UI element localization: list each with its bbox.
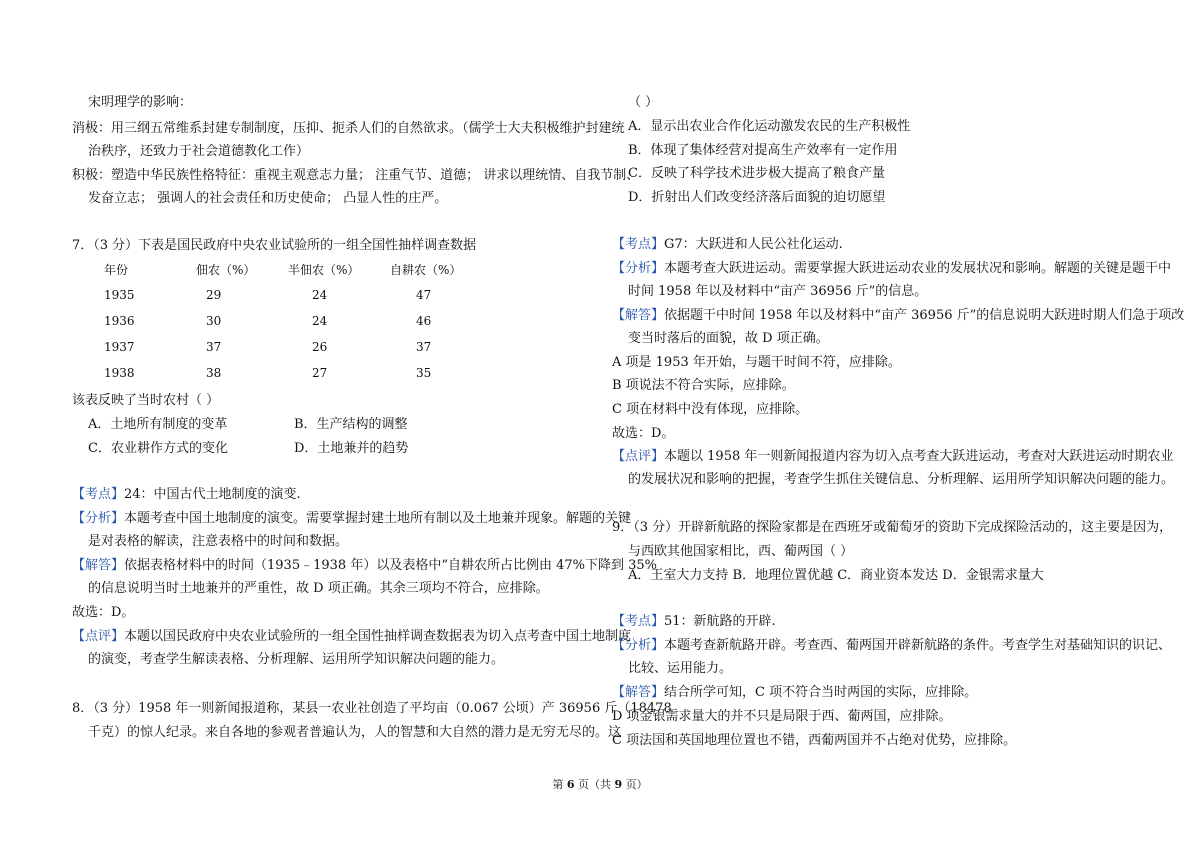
footer-suffix: 页）: [622, 778, 648, 791]
table-cell: 1938: [104, 366, 135, 380]
q7-kaodian: [72, 486, 301, 504]
q7-fenxi-line2: 是对表格的解读，注意表格中的时间和数据。: [88, 534, 349, 549]
q8-fenxi: [612, 260, 1171, 278]
q7-dianping-line2: 的演变，考查学生解读表格、分析理解、运用所学知识解决问题的能力。: [88, 652, 505, 667]
q8-stem-line1: 8．（3 分）1958 年一则新闻报道称，某县一农业社创造了平均亩（0.067 公顷）产 36956 斤（18478: [72, 701, 672, 716]
q7-dianping: [72, 628, 631, 646]
q9-exclude-d: D 项金银需求量大的并不只是局限于西、葡两国，应排除。: [612, 709, 952, 724]
table-header-cell: 年份: [104, 262, 129, 277]
q9-stem-line1: 9．（3 分）开辟新航路的探险家都是在西班牙或葡萄牙的资助下完成探险活动的，这主要是因为，: [612, 520, 1173, 535]
table-cell: 38: [206, 366, 222, 380]
table-row: [104, 334, 490, 360]
q9-options: A．王室大力支持 B．地理位置优越 C．商业资本发达 D．金银需求量大: [628, 568, 1044, 583]
table-cell: 46: [416, 314, 432, 328]
footer-middle: 页（共: [574, 778, 615, 791]
table-cell: 30: [206, 314, 222, 328]
jieda-tag: 【解答】: [72, 558, 125, 573]
q8-jieda-line2: 变当时落后的面貌，故 D 项正确。: [628, 331, 829, 346]
song-ming-positive-line2: 发奋立志； 强调人的社会责任和历史使命； 凸显人性的庄严。: [88, 191, 448, 206]
fenxi-text: 本题考查新航路开辟。考查西、葡两国开辟新航路的条件。考查学生对基础知识的识记、: [664, 638, 1172, 653]
kaodian-text: G7：大跃进和人民公社化运动.: [664, 237, 843, 252]
q8-stem-line2: 千克）的惊人纪录。来自各地的参观者普遍认为，人的智慧和大自然的潜力是无穷无尽的。这: [88, 725, 622, 740]
fenxi-tag: 【分析】: [72, 511, 125, 526]
dianping-text: 本题以国民政府中央农业试验所的一组全国性抽样调查数据表为切入点考查中国土地制度: [124, 629, 632, 644]
q8-paren: （ ）: [628, 95, 659, 110]
q9-fenxi-line2: 比较、运用能力。: [628, 661, 733, 676]
q9-kaodian: [612, 613, 776, 631]
q8-fenxi-line2: 时间 1958 年以及材料中“亩产 36956 斤”的信息。: [628, 284, 928, 299]
jieda-text: 结合所学可知，C 项不符合当时两国的实际，应排除。: [664, 685, 978, 700]
table-row: [104, 360, 490, 386]
q8-jieda: [612, 307, 1184, 325]
q7-answer: 故选：D。: [72, 605, 135, 620]
q9-stem-line2: 与西欧其他国家相比，西、葡两国（ ）: [628, 544, 854, 559]
dianping-text: 本题以 1958 年一则新闻报道内容为切入点考查大跃进运动，考查对大跃进运动时期农业: [664, 449, 1174, 464]
q8-option-a: A．显示出农业合作化运动激发农民的生产积极性: [628, 119, 911, 134]
dianping-tag: 【点评】: [612, 449, 665, 464]
kaodian-tag: 【考点】: [612, 614, 665, 629]
dianping-tag: 【点评】: [72, 629, 125, 644]
kaodian-tag: 【考点】: [612, 237, 665, 252]
q8-kaodian: [612, 236, 843, 254]
q7-option-c: C．农业耕作方式的变化: [88, 441, 228, 456]
q7-fenxi: [72, 510, 631, 528]
song-ming-negative-line1: 消极：用三纲五常维系封建专制制度，压抑、扼杀人们的自然欲求。（儒学士大夫积极维护封建统: [72, 121, 625, 136]
table-row: [104, 282, 490, 308]
jieda-text: 依据表格材料中的时间（1935﹣1938 年）以及表格中“自耕农所占比例由 47%下降到 35%: [124, 558, 658, 573]
page-number: 6: [566, 778, 575, 791]
table-cell: 47: [416, 288, 432, 302]
footer-prefix: 第: [552, 778, 567, 791]
q7-stem: 7．（3 分）下表是国民政府中央农业试验所的一组全国性抽样调查数据: [72, 238, 477, 253]
q7-question: 该表反映了当时农村（ ）: [72, 393, 220, 408]
kaodian-text: 24：中国古代土地制度的演变.: [124, 487, 301, 502]
q7-survey-table: [104, 256, 490, 386]
jieda-text: 依据题干中时间 1958 年以及材料中“亩产 36956 斤”的信息说明大跃进时期人们急于项改: [664, 308, 1185, 323]
q8-dianping-line2: 的发展状况和影响的把握，考查学生抓住关键信息、分析理解、运用所学知识解决问题的能力。: [628, 472, 1175, 487]
song-ming-title: 宋明理学的影响：: [88, 95, 193, 110]
q9-jieda: [612, 684, 977, 702]
q8-option-b: B．体现了集体经营对提高生产效率有一定作用: [628, 143, 898, 158]
q8-option-d: D．折射出人们改变经济落后面貌的迫切愿望: [628, 190, 886, 205]
song-ming-positive-line1: 积极：塑造中华民族性格特征：重视主观意志力量； 注重气节、道德； 讲求以理统情、自我节制、: [72, 168, 640, 183]
q7-option-b: B．生产结构的调整: [294, 417, 408, 432]
table-header-row: [104, 256, 490, 282]
table-header-cell: 半佃农（%）: [288, 262, 360, 277]
q7-option-d: D．土地兼并的趋势: [294, 441, 409, 456]
fenxi-tag: 【分析】: [612, 261, 665, 276]
table-cell: 26: [312, 340, 328, 354]
q7-jieda: [72, 557, 657, 575]
jieda-tag: 【解答】: [612, 685, 665, 700]
page-total: 9: [614, 778, 623, 791]
q8-dianping: [612, 448, 1173, 466]
jieda-tag: 【解答】: [612, 308, 665, 323]
q7-jieda-line2: 的信息说明当时土地兼并的严重性，故 D 项正确。其余三项均不符合，应排除。: [88, 581, 549, 596]
q8-exclude-a: A 项是 1953 年开始，与题干时间不符，应排除。: [612, 355, 901, 370]
table-cell: 1936: [104, 314, 135, 328]
q9-fenxi: [612, 637, 1171, 655]
table-cell: 1935: [104, 288, 135, 302]
q7-option-a: A．土地所有制度的变革: [88, 417, 228, 432]
song-ming-negative-line2: 治秩序，还致力于社会道德教化工作）: [88, 144, 310, 159]
table-cell: 27: [312, 366, 328, 380]
table-cell: 29: [206, 288, 222, 302]
q8-option-c: C．反映了科学技术进步极大提高了粮食产量: [628, 166, 885, 181]
table-cell: 24: [312, 288, 328, 302]
fenxi-text: 本题考查大跃进运动。需要掌握大跃进运动农业的发展状况和影响。解题的关键是题干中: [664, 261, 1172, 276]
page-footer: [0, 776, 1200, 792]
table-header-cell: 佃农（%）: [196, 262, 256, 277]
table-cell: 35: [416, 366, 432, 380]
q8-exclude-c: C 项在材料中没有体现，应排除。: [612, 402, 809, 417]
table-row: [104, 308, 490, 334]
fenxi-tag: 【分析】: [612, 638, 665, 653]
q8-answer: 故选：D。: [612, 426, 675, 441]
table-cell: 37: [206, 340, 222, 354]
kaodian-text: 51：新航路的开辟.: [664, 614, 776, 629]
kaodian-tag: 【考点】: [72, 487, 125, 502]
table-cell: 24: [312, 314, 328, 328]
q9-exclude-c: C 项法国和英国地理位置也不错，西葡两国并不占绝对优势，应排除。: [612, 733, 1017, 748]
fenxi-text: 本题考查中国土地制度的演变。需要掌握封建土地所有制以及土地兼并现象。解题的关键: [124, 511, 632, 526]
table-cell: 37: [416, 340, 432, 354]
q8-exclude-b: B 项说法不符合实际，应排除。: [612, 378, 795, 393]
table-header-cell: 自耕农（%）: [390, 262, 462, 277]
table-cell: 1937: [104, 340, 135, 354]
